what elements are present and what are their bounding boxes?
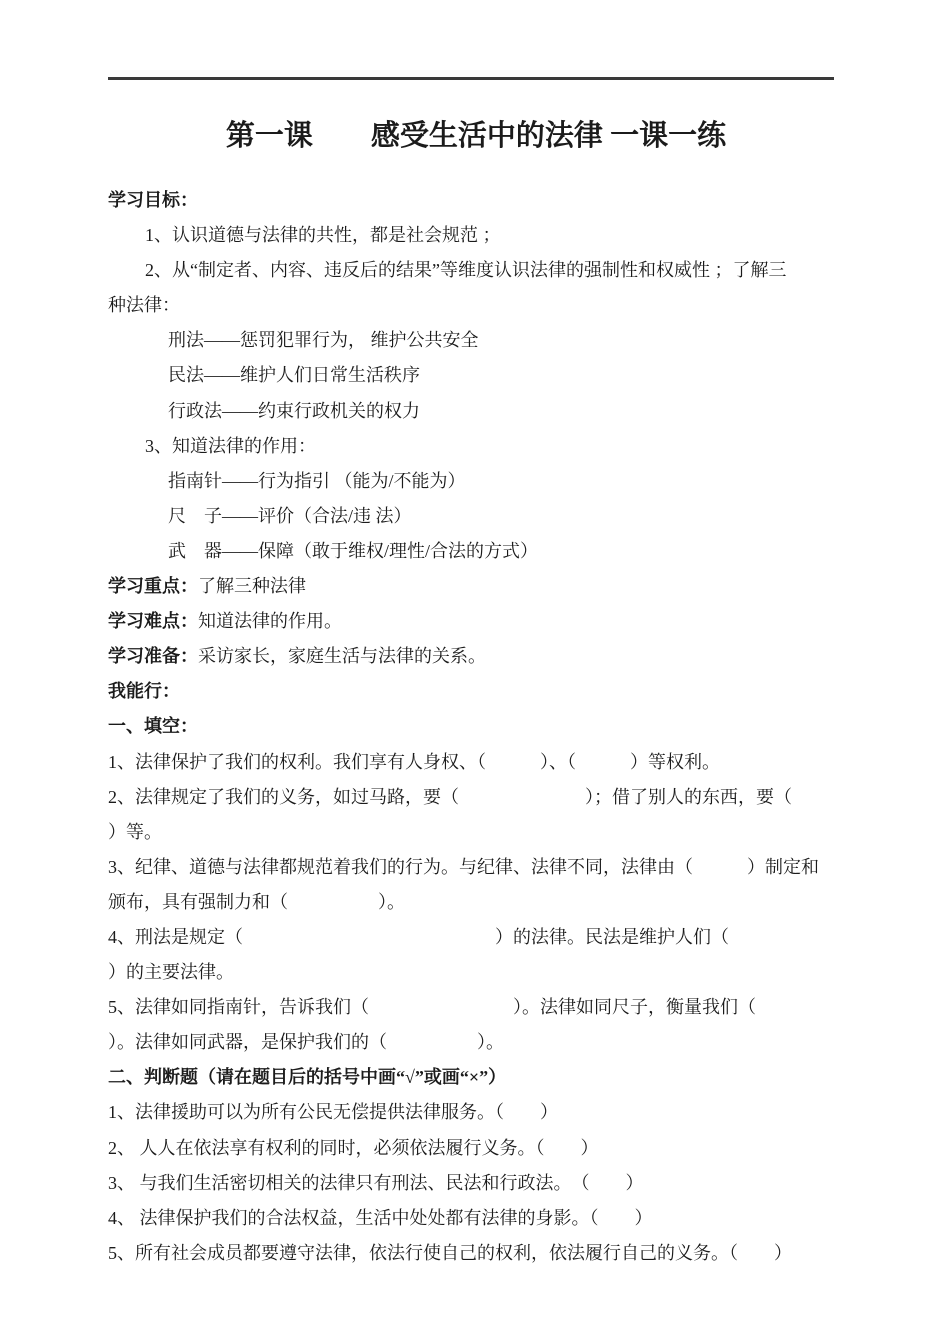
objective-item-1: 1、认识道德与法律的共性，都是社会规范 ； bbox=[145, 225, 501, 246]
true-false-q5: 5、所有社会成员都要遵守法律，依法行使自己的权利，依法履行自己的义务。（ ） bbox=[108, 1242, 792, 1263]
document-content bbox=[108, 112, 844, 1271]
true-false-q4: 4、 法律保护我们的合法权益，生活中处处都有法律的身影。（ ） bbox=[108, 1207, 653, 1228]
study-preparation-line bbox=[108, 639, 844, 674]
role-ruler: 尺 子——评价（合法/违 法） bbox=[168, 505, 412, 526]
objective-item-2-line-1: 2、从“制定者、内容、违反后的结果”等维度认识法律的强制性和权威性 ；了解三 bbox=[145, 260, 787, 281]
i-can-do-heading: 我能行： bbox=[108, 681, 180, 702]
law-criminal: 刑法——惩罚犯罪行为， 维护公共安全 bbox=[168, 330, 479, 351]
study-preparation-label: 学习准备： bbox=[108, 646, 198, 667]
page-title: 第一课 感受生活中的法律 一课一练 bbox=[225, 120, 727, 152]
fill-blanks-heading: 一、填空： bbox=[108, 716, 198, 737]
fill-blanks-q2-line-1: 2、法律规定了我们的义务，如过马路，要（ ）；借了别人的东西，要（ bbox=[108, 786, 792, 807]
fill-blanks-q5-line-1: 5、法律如同指南针，告诉我们（ ）。法律如同尺子，衡量我们（ bbox=[108, 997, 756, 1018]
study-difficulty-label: 学习难点： bbox=[108, 611, 198, 632]
law-administrative: 行政法——约束行政机关的权力 bbox=[168, 400, 420, 421]
header-divider bbox=[108, 77, 834, 80]
objective-item-2-line-2: 种法律： bbox=[108, 295, 180, 316]
fill-blanks-q4-line-2: ）的主要法律。 bbox=[108, 962, 234, 983]
law-civil: 民法——维护人们日常生活秩序 bbox=[168, 365, 420, 386]
objective-item-3: 3、知道法律的作用： bbox=[145, 435, 316, 456]
study-difficulty-line bbox=[108, 604, 844, 639]
true-false-q3: 3、 与我们生活密切相关的法律只有刑法、民法和行政法。 （ ） bbox=[108, 1172, 644, 1193]
true-false-q1: 1、法律援助可以为所有公民无偿提供法律服务。（ ） bbox=[108, 1102, 558, 1123]
role-compass: 指南针——行为指引 （能为/不能为） bbox=[168, 470, 466, 491]
study-focus-label: 学习重点： bbox=[108, 576, 198, 597]
study-focus-text: 了解三种法律 bbox=[198, 576, 306, 597]
fill-blanks-q3-line-2: 颁布，具有强制力和（ ）。 bbox=[108, 891, 405, 912]
fill-blanks-q3-line-1: 3、纪律、道德与法律都规范着我们的行为。与纪律、法律不同，法律由（ ）制定和 bbox=[108, 856, 819, 877]
study-focus-line bbox=[108, 569, 844, 604]
study-difficulty-text: 知道法律的作用。 bbox=[198, 611, 342, 632]
fill-blanks-q1: 1、法律保护了我们的权利。我们享有人身权、（ ）、（ ）等权利。 bbox=[108, 751, 720, 772]
fill-blanks-q5-line-2: ）。法律如同武器，是保护我们的（ ）。 bbox=[108, 1032, 504, 1053]
role-weapon: 武 器——保障（敢于维权/理性/合法的方式） bbox=[168, 540, 539, 561]
true-false-heading: 二、判断题（请在题目后的括号中画“√”或画“×”） bbox=[108, 1067, 507, 1088]
true-false-q2: 2、 人人在依法享有权利的同时，必须依法履行义务。（ ） bbox=[108, 1137, 599, 1158]
fill-blanks-q2-line-2: ）等。 bbox=[108, 821, 162, 842]
fill-blanks-q4-line-1: 4、刑法是规定（ ）的法律。民法是维护人们（ bbox=[108, 926, 729, 947]
study-preparation-text: 采访家长，家庭生活与法律的关系。 bbox=[198, 646, 486, 667]
objectives-heading: 学习目标： bbox=[108, 190, 198, 210]
